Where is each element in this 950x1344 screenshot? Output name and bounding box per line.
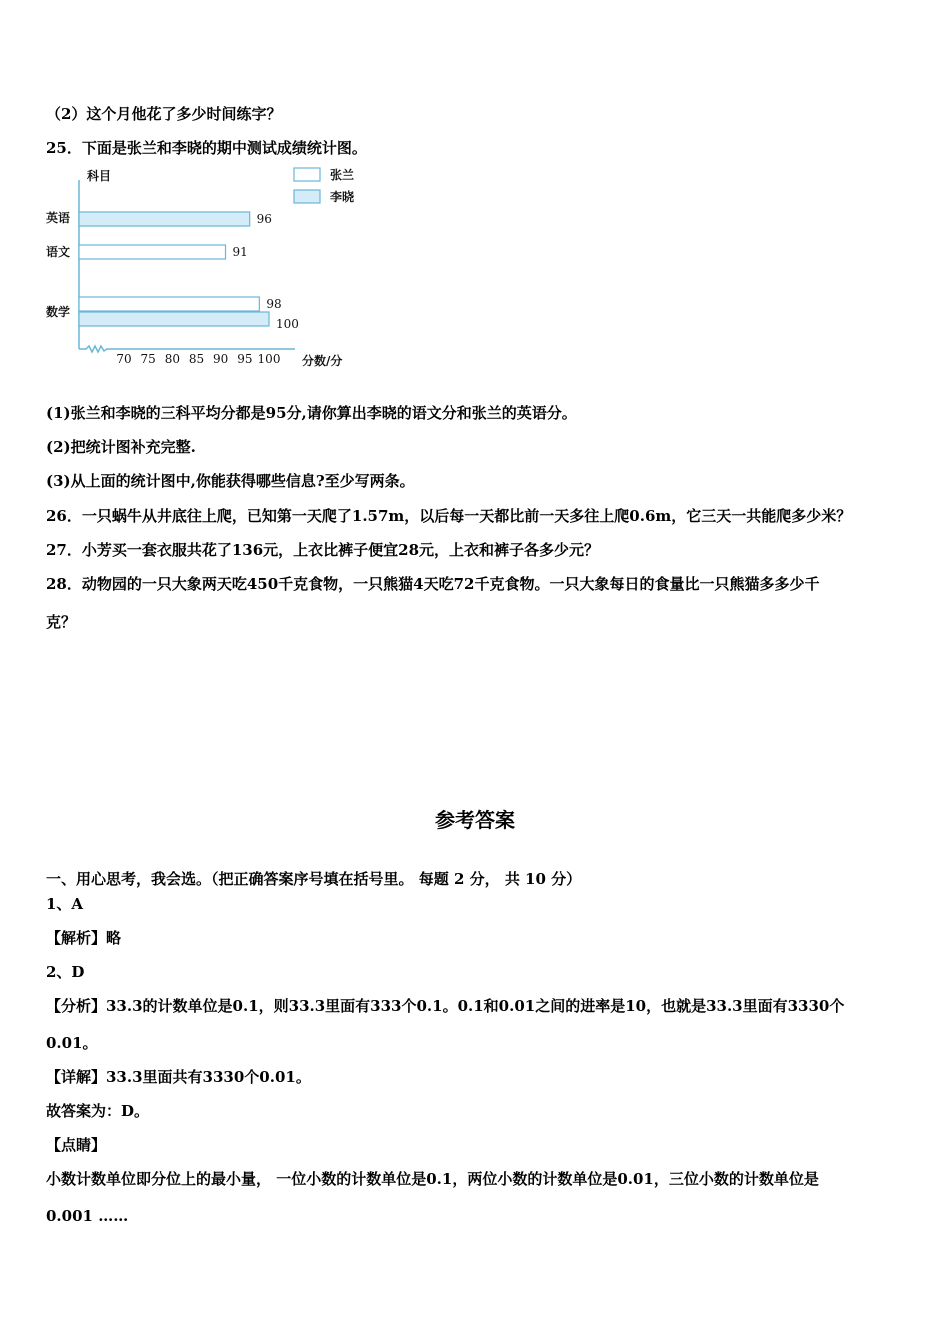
legend-label: 张兰: [330, 168, 355, 182]
x-tick-label: 75: [140, 352, 156, 366]
section-1-heading: 一、用心思考，我会选。（把正确答案序号填在括号里。 每题 2 分， 共 10 分）: [46, 870, 582, 888]
bar-zhanglan: [79, 297, 259, 311]
bar-lixiao: [79, 212, 250, 226]
answer-2-analysis-line-2: 0.01。: [46, 1034, 98, 1052]
answer-2-analysis-line-1: 【分析】33.3的计数单位是0.1，则33.3里面有333个0.1。0.1和0.01之间的进率是10，也就是33.3里面有3330个: [46, 997, 845, 1015]
answer-2-comment-line-1: 小数计数单位即分位上的最小量， 一位小数的计数单位是0.1，两位小数的计数单位是0.01，三位小数的计数单位是: [46, 1170, 819, 1188]
legend-swatch: [294, 190, 320, 203]
q28-question-line-2: 克？: [46, 613, 77, 631]
score-bar-chart: [40, 160, 380, 380]
x-tick-label: 85: [188, 352, 205, 366]
legend-label: 李晓: [330, 190, 355, 204]
bar-lixiao: [79, 312, 269, 326]
bar-value-label: 91: [232, 245, 248, 259]
bar-zhanglan: [79, 245, 226, 259]
q28-question-line-1: 28．动物园的一只大象两天吃450千克食物，一只熊猫4天吃72千克食物。一只大象每日的食量比一只熊猫多多少千: [46, 575, 820, 593]
x-tick-label: 70: [116, 352, 132, 366]
q24-subquestion-2: （2）这个月他花了多少时间练字？: [46, 105, 282, 123]
x-tick-label: 95: [237, 352, 253, 366]
x-axis-title: 分数/分: [302, 354, 343, 368]
category-label: 语文: [46, 245, 71, 259]
x-tick-label: 80: [164, 352, 180, 366]
x-tick-label: 100: [257, 352, 281, 366]
answer-2-conclusion: 故答案为：D。: [46, 1102, 150, 1120]
answer-title: 参考答案: [435, 808, 515, 832]
bar-value-label: 96: [256, 212, 272, 226]
answer-1: 1、A: [46, 895, 84, 913]
q27-question: 27．小芳买一套衣服共花了136元，上衣比裤子便宜28元，上衣和裤子各多少元？: [46, 541, 600, 559]
q25-subquestion-3: (3)从上面的统计图中,你能获得哪些信息?至少写两条。: [46, 472, 415, 490]
answer-2: 2、D: [46, 963, 85, 981]
answer-2-comment-heading: 【点睛】: [46, 1136, 107, 1154]
bar-value-label: 100: [276, 317, 299, 331]
q25-subquestion-2: (2)把统计图补充完整.: [46, 438, 196, 456]
q26-question: 26．一只蜗牛从井底往上爬，已知第一天爬了1.57m，以后每一天都比前一天多往上爬0.6m，它三天一共能爬多少米？: [46, 507, 852, 525]
category-label: 英语: [46, 211, 71, 225]
y-axis-title: 科目: [87, 169, 112, 183]
answer-2-comment-line-2: 0.001 ……: [46, 1207, 129, 1225]
category-label: 数学: [46, 305, 71, 319]
answer-1-analysis: 【解析】略: [46, 929, 122, 947]
legend-swatch: [294, 168, 320, 181]
bar-value-label: 98: [266, 297, 282, 311]
q25-question: 25．下面是张兰和李晓的期中测试成绩统计图。: [46, 139, 367, 157]
q25-subquestion-1: (1)张兰和李晓的三科平均分都是95分,请你算出李晓的语文分和张兰的英语分。: [46, 404, 577, 422]
answer-2-detail: 【详解】33.3里面共有3330个0.01。: [46, 1068, 311, 1086]
x-tick-label: 90: [213, 352, 229, 366]
